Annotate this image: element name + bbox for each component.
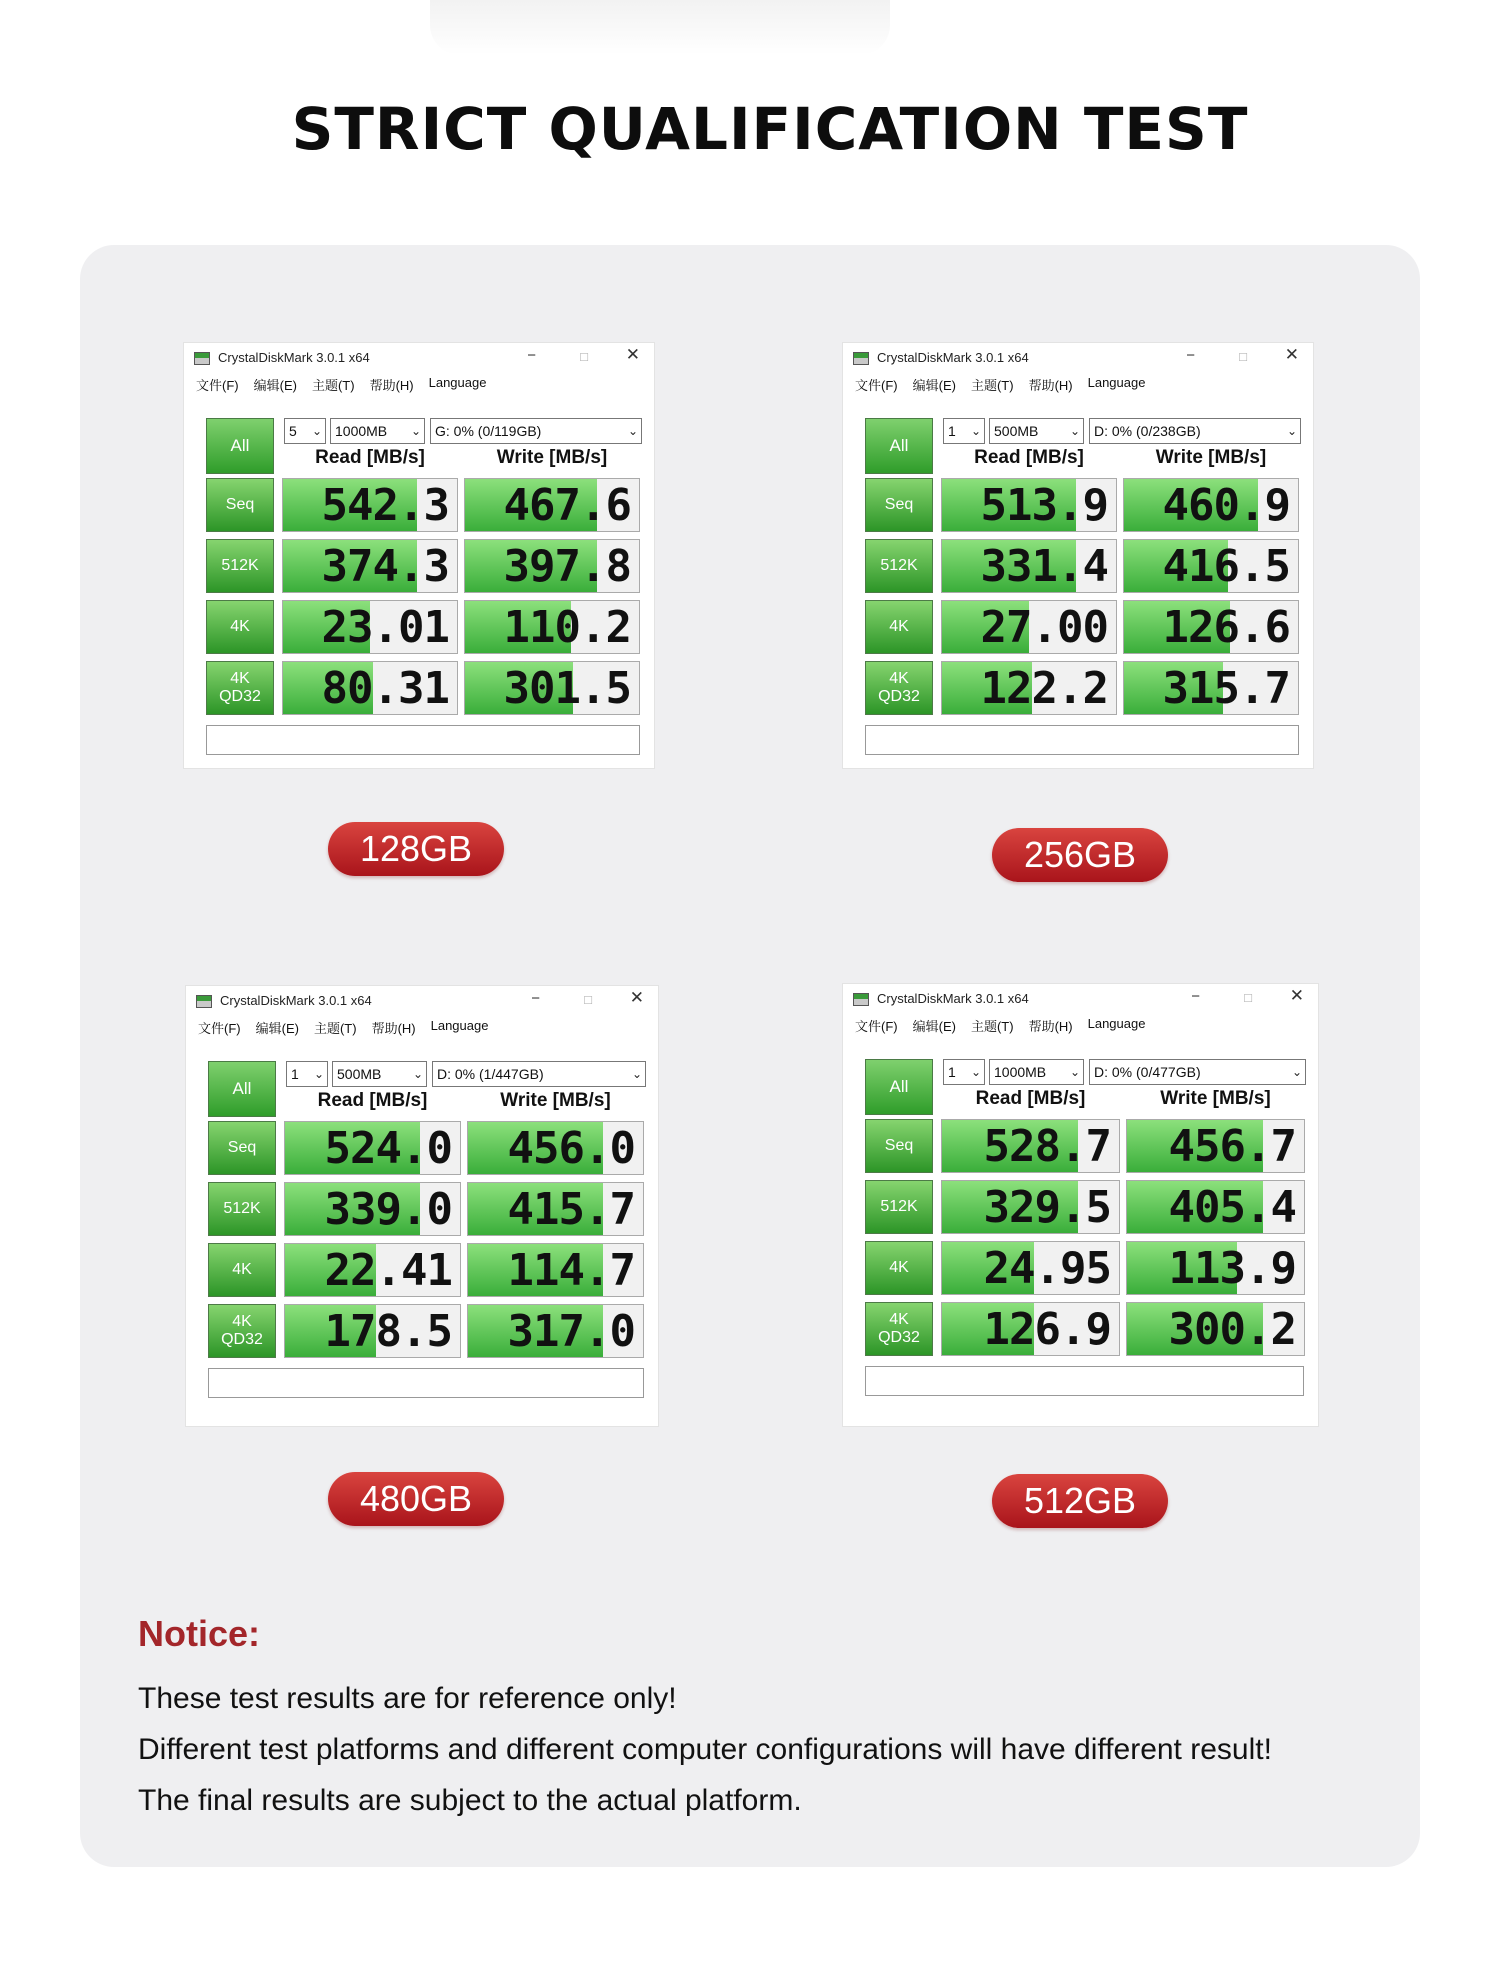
write-speed-value: 114.7 bbox=[507, 1245, 635, 1296]
read-value-cell bbox=[941, 661, 1117, 715]
menu-item[interactable]: 编辑(E) bbox=[255, 1021, 299, 1036]
test-size-select[interactable] bbox=[332, 1061, 427, 1087]
read-value-cell bbox=[284, 1243, 461, 1297]
cdm-window-128gb bbox=[183, 342, 655, 769]
test-count-select[interactable] bbox=[286, 1061, 328, 1087]
chevron-down-icon: ⌄ bbox=[1069, 424, 1080, 438]
write-speed-value: 416.5 bbox=[1162, 541, 1290, 592]
close-icon[interactable]: ✕ bbox=[625, 345, 640, 364]
write-speed-value: 300.2 bbox=[1168, 1304, 1296, 1355]
chevron-down-icon: ⌄ bbox=[410, 424, 421, 438]
test-size-select[interactable] bbox=[989, 418, 1084, 444]
read-speed-value: 528.7 bbox=[983, 1121, 1111, 1172]
row-label-text: 4K QD32 bbox=[878, 1311, 920, 1346]
test-count-select-value: 1 bbox=[948, 1064, 956, 1080]
read-speed-value: 542.3 bbox=[321, 480, 449, 531]
row-label-text: 512K bbox=[880, 557, 918, 574]
drive-select[interactable] bbox=[1089, 418, 1301, 444]
write-header: Write [MB/s] bbox=[1160, 1088, 1271, 1109]
chevron-down-icon: ⌄ bbox=[1069, 1065, 1080, 1079]
chevron-down-icon: ⌄ bbox=[970, 1065, 981, 1079]
title-bar bbox=[843, 984, 1318, 1014]
status-bar bbox=[208, 1368, 644, 1398]
write-speed-value: 456.0 bbox=[507, 1123, 635, 1174]
chevron-down-icon: ⌄ bbox=[311, 424, 322, 438]
row-label-4k-qd32-button[interactable] bbox=[865, 1302, 933, 1356]
row-label-text: 4K bbox=[889, 1259, 909, 1276]
read-speed-value: 178.5 bbox=[324, 1306, 452, 1357]
row-label-text: 4K bbox=[232, 1261, 252, 1278]
write-value-cell bbox=[1123, 539, 1299, 593]
test-size-select-value: 1000MB bbox=[994, 1064, 1047, 1080]
read-speed-value: 80.31 bbox=[321, 663, 449, 714]
test-size-select[interactable] bbox=[989, 1059, 1084, 1085]
write-value-cell bbox=[1126, 1119, 1305, 1173]
read-speed-value: 339.0 bbox=[324, 1184, 452, 1235]
close-icon[interactable]: ✕ bbox=[1284, 345, 1299, 364]
menu-item[interactable]: Language bbox=[430, 1018, 489, 1033]
menu-item[interactable]: 文件(F) bbox=[855, 378, 898, 393]
row-label-4k-button[interactable] bbox=[865, 600, 933, 654]
write-value-cell bbox=[467, 1182, 644, 1236]
row-label-text: Seq bbox=[225, 496, 255, 513]
drive-select-value: D: 0% (1/447GB) bbox=[437, 1066, 544, 1082]
test-count-select[interactable] bbox=[943, 1059, 985, 1085]
read-value-cell bbox=[282, 539, 458, 593]
notice-heading: Notice: bbox=[138, 1613, 261, 1654]
read-value-cell bbox=[284, 1304, 461, 1358]
write-value-cell bbox=[1126, 1180, 1305, 1234]
row-label-512k-button[interactable] bbox=[208, 1182, 276, 1236]
menu-item[interactable]: 编辑(E) bbox=[912, 378, 956, 393]
maximize-icon[interactable]: □ bbox=[584, 992, 592, 1007]
write-speed-value: 415.7 bbox=[507, 1184, 635, 1235]
menu-item[interactable]: 文件(F) bbox=[855, 1019, 898, 1034]
write-value-cell bbox=[464, 661, 640, 715]
write-speed-value: 301.5 bbox=[503, 663, 631, 714]
menu-item[interactable]: 帮助(H) bbox=[369, 378, 414, 393]
row-label-text: 4K bbox=[230, 618, 250, 635]
write-speed-value: 113.9 bbox=[1168, 1243, 1296, 1294]
write-value-cell bbox=[1126, 1302, 1305, 1356]
row-label-4k-button[interactable] bbox=[865, 1241, 933, 1295]
cdm-window-256gb bbox=[842, 342, 1314, 769]
drive-select[interactable] bbox=[430, 418, 642, 444]
window-title: CrystalDiskMark 3.0.1 x64 bbox=[218, 350, 370, 365]
menu-item[interactable]: 文件(F) bbox=[196, 378, 239, 393]
app-disk-icon bbox=[853, 352, 869, 365]
chevron-down-icon: ⌄ bbox=[412, 1067, 423, 1081]
close-icon[interactable]: ✕ bbox=[629, 988, 644, 1007]
notice-line-1: These test results are for reference only! bbox=[138, 1682, 677, 1715]
read-header: Read [MB/s] bbox=[974, 447, 1084, 468]
write-value-cell bbox=[1123, 478, 1299, 532]
row-label-512k-button[interactable] bbox=[206, 539, 274, 593]
chevron-down-icon: ⌄ bbox=[970, 424, 981, 438]
minimize-icon[interactable]: − bbox=[531, 990, 540, 1007]
write-value-cell bbox=[464, 478, 640, 532]
cdm-window-480gb bbox=[185, 985, 659, 1427]
read-value-cell bbox=[941, 1180, 1120, 1234]
read-value-cell bbox=[282, 661, 458, 715]
read-speed-value: 23.01 bbox=[321, 602, 449, 653]
write-header: Write [MB/s] bbox=[496, 447, 608, 468]
row-label-text: 4K QD32 bbox=[221, 1313, 263, 1348]
menu-item[interactable]: Language bbox=[1087, 375, 1146, 390]
read-value-cell bbox=[941, 600, 1117, 654]
write-header: Write [MB/s] bbox=[500, 1090, 611, 1111]
close-icon[interactable]: ✕ bbox=[1289, 986, 1304, 1005]
write-speed-value: 405.4 bbox=[1168, 1182, 1296, 1233]
menu-item[interactable]: 编辑(E) bbox=[253, 378, 297, 393]
row-label-seq-button[interactable] bbox=[208, 1121, 276, 1175]
write-speed-value: 460.9 bbox=[1162, 480, 1290, 531]
read-speed-value: 524.0 bbox=[324, 1123, 452, 1174]
maximize-icon[interactable]: □ bbox=[1244, 990, 1252, 1005]
window-title: CrystalDiskMark 3.0.1 x64 bbox=[877, 350, 1029, 365]
chevron-down-icon: ⌄ bbox=[1291, 1065, 1302, 1079]
row-label-text: 4K QD32 bbox=[878, 670, 920, 705]
menu-bar bbox=[855, 1016, 1145, 1036]
minimize-icon[interactable]: − bbox=[1186, 347, 1195, 364]
read-header: Read [MB/s] bbox=[317, 1090, 428, 1111]
write-speed-value: 315.7 bbox=[1162, 663, 1290, 714]
app-disk-icon bbox=[853, 993, 869, 1006]
minimize-icon[interactable]: − bbox=[1191, 988, 1200, 1005]
test-count-select-value: 1 bbox=[948, 423, 956, 439]
test-size-select[interactable] bbox=[330, 418, 425, 444]
test-count-select[interactable] bbox=[943, 418, 985, 444]
test-count-select-value: 1 bbox=[291, 1066, 299, 1082]
read-speed-value: 331.4 bbox=[980, 541, 1108, 592]
row-label-4k-button[interactable] bbox=[206, 600, 274, 654]
read-speed-value: 329.5 bbox=[983, 1182, 1111, 1233]
write-value-cell bbox=[464, 539, 640, 593]
read-value-cell bbox=[941, 478, 1117, 532]
row-label-seq-button[interactable] bbox=[865, 478, 933, 532]
row-label-512k-button[interactable] bbox=[865, 1180, 933, 1234]
capacity-badge-256gb: 256GB bbox=[992, 828, 1168, 882]
menu-item[interactable]: 主题(T) bbox=[970, 1019, 1014, 1034]
test-count-select[interactable] bbox=[284, 418, 326, 444]
read-header: Read [MB/s] bbox=[975, 1088, 1086, 1109]
menu-item[interactable]: 主题(T) bbox=[311, 378, 355, 393]
drive-select-value: D: 0% (0/238GB) bbox=[1094, 423, 1201, 439]
read-value-cell bbox=[941, 1119, 1120, 1173]
read-value-cell bbox=[284, 1121, 461, 1175]
menu-item[interactable]: 帮助(H) bbox=[371, 1021, 416, 1036]
title-bar bbox=[186, 986, 658, 1016]
chevron-down-icon: ⌄ bbox=[631, 1067, 642, 1081]
row-label-text: 512K bbox=[880, 1198, 918, 1215]
row-label-text: Seq bbox=[884, 1137, 914, 1154]
minimize-icon[interactable]: − bbox=[527, 347, 536, 364]
test-size-select-value: 500MB bbox=[994, 423, 1039, 439]
write-header: Write [MB/s] bbox=[1155, 447, 1267, 468]
row-label-512k-button[interactable] bbox=[865, 539, 933, 593]
title-bar bbox=[184, 343, 654, 373]
maximize-icon[interactable]: □ bbox=[580, 349, 588, 364]
row-label-text: 512K bbox=[221, 557, 259, 574]
row-label-text: 4K bbox=[889, 618, 909, 635]
menu-bar bbox=[196, 375, 486, 395]
menu-item[interactable]: 编辑(E) bbox=[912, 1019, 956, 1034]
app-disk-icon bbox=[196, 995, 212, 1008]
read-speed-value: 374.3 bbox=[321, 541, 449, 592]
all-button[interactable]: All bbox=[865, 418, 933, 474]
write-speed-value: 126.6 bbox=[1162, 602, 1290, 653]
window-title: CrystalDiskMark 3.0.1 x64 bbox=[220, 993, 372, 1008]
read-value-cell bbox=[941, 1241, 1120, 1295]
menu-item[interactable]: 主题(T) bbox=[970, 378, 1014, 393]
menu-item[interactable]: 文件(F) bbox=[198, 1021, 241, 1036]
status-bar bbox=[865, 725, 1299, 755]
write-value-cell bbox=[467, 1243, 644, 1297]
write-speed-value: 317.0 bbox=[507, 1306, 635, 1357]
write-speed-value: 397.8 bbox=[503, 541, 631, 592]
write-speed-value: 110.2 bbox=[503, 602, 631, 653]
write-speed-value: 456.7 bbox=[1168, 1121, 1296, 1172]
read-value-cell bbox=[284, 1182, 461, 1236]
chevron-down-icon: ⌄ bbox=[1286, 424, 1297, 438]
chevron-down-icon: ⌄ bbox=[313, 1067, 324, 1081]
all-button[interactable]: All bbox=[208, 1061, 276, 1117]
row-label-seq-button[interactable] bbox=[865, 1119, 933, 1173]
all-button[interactable]: All bbox=[865, 1059, 933, 1115]
write-value-cell bbox=[467, 1304, 644, 1358]
read-speed-value: 27.00 bbox=[980, 602, 1108, 653]
cdm-window-512gb bbox=[842, 983, 1319, 1427]
top-decoration bbox=[430, 0, 890, 55]
menu-item[interactable]: Language bbox=[1087, 1016, 1146, 1031]
row-label-text: Seq bbox=[227, 1139, 257, 1156]
page-title: STRICT QUALIFICATION TEST bbox=[291, 95, 1249, 163]
read-speed-value: 126.9 bbox=[983, 1304, 1111, 1355]
status-bar bbox=[206, 725, 640, 755]
test-count-select-value: 5 bbox=[289, 423, 297, 439]
row-label-4k-qd32-button[interactable] bbox=[208, 1304, 276, 1358]
row-label-text: 4K QD32 bbox=[219, 670, 261, 705]
row-label-4k-qd32-button[interactable] bbox=[206, 661, 274, 715]
maximize-icon[interactable]: □ bbox=[1239, 349, 1247, 364]
all-button[interactable]: All bbox=[206, 418, 274, 474]
notice-line-3: The final results are subject to the actual platform. bbox=[138, 1784, 802, 1817]
capacity-badge-480gb: 480GB bbox=[328, 1472, 504, 1526]
capacity-badge-128gb: 128GB bbox=[328, 822, 504, 876]
write-value-cell bbox=[1123, 661, 1299, 715]
drive-select[interactable] bbox=[1089, 1059, 1306, 1085]
read-speed-value: 22.41 bbox=[324, 1245, 452, 1296]
window-title: CrystalDiskMark 3.0.1 x64 bbox=[877, 991, 1029, 1006]
row-label-seq-button[interactable] bbox=[206, 478, 274, 532]
write-value-cell bbox=[467, 1121, 644, 1175]
drive-select-value: D: 0% (0/477GB) bbox=[1094, 1064, 1201, 1080]
chevron-down-icon: ⌄ bbox=[627, 424, 638, 438]
read-speed-value: 513.9 bbox=[980, 480, 1108, 531]
read-header: Read [MB/s] bbox=[315, 447, 425, 468]
row-label-4k-qd32-button[interactable] bbox=[865, 661, 933, 715]
menu-bar bbox=[198, 1018, 488, 1038]
row-label-text: Seq bbox=[884, 496, 914, 513]
read-speed-value: 122.2 bbox=[980, 663, 1108, 714]
capacity-badge-512gb: 512GB bbox=[992, 1474, 1168, 1528]
menu-item[interactable]: 主题(T) bbox=[313, 1021, 357, 1036]
read-value-cell bbox=[941, 539, 1117, 593]
read-value-cell bbox=[282, 600, 458, 654]
drive-select[interactable] bbox=[432, 1061, 646, 1087]
menu-item[interactable]: Language bbox=[428, 375, 487, 390]
notice-line-2: Different test platforms and different computer configurations will have different result! bbox=[138, 1733, 1272, 1766]
write-value-cell bbox=[464, 600, 640, 654]
title-bar bbox=[843, 343, 1313, 373]
test-size-select-value: 500MB bbox=[337, 1066, 382, 1082]
app-disk-icon bbox=[194, 352, 210, 365]
drive-select-value: G: 0% (0/119GB) bbox=[435, 423, 542, 439]
row-label-4k-button[interactable] bbox=[208, 1243, 276, 1297]
read-value-cell bbox=[282, 478, 458, 532]
menu-bar bbox=[855, 375, 1145, 395]
row-label-text: 512K bbox=[223, 1200, 261, 1217]
test-size-select-value: 1000MB bbox=[335, 423, 388, 439]
write-speed-value: 467.6 bbox=[503, 480, 631, 531]
read-speed-value: 24.95 bbox=[983, 1243, 1111, 1294]
menu-item[interactable]: 帮助(H) bbox=[1028, 1019, 1073, 1034]
status-bar bbox=[865, 1366, 1304, 1396]
write-value-cell bbox=[1126, 1241, 1305, 1295]
write-value-cell bbox=[1123, 600, 1299, 654]
menu-item[interactable]: 帮助(H) bbox=[1028, 378, 1073, 393]
read-value-cell bbox=[941, 1302, 1120, 1356]
